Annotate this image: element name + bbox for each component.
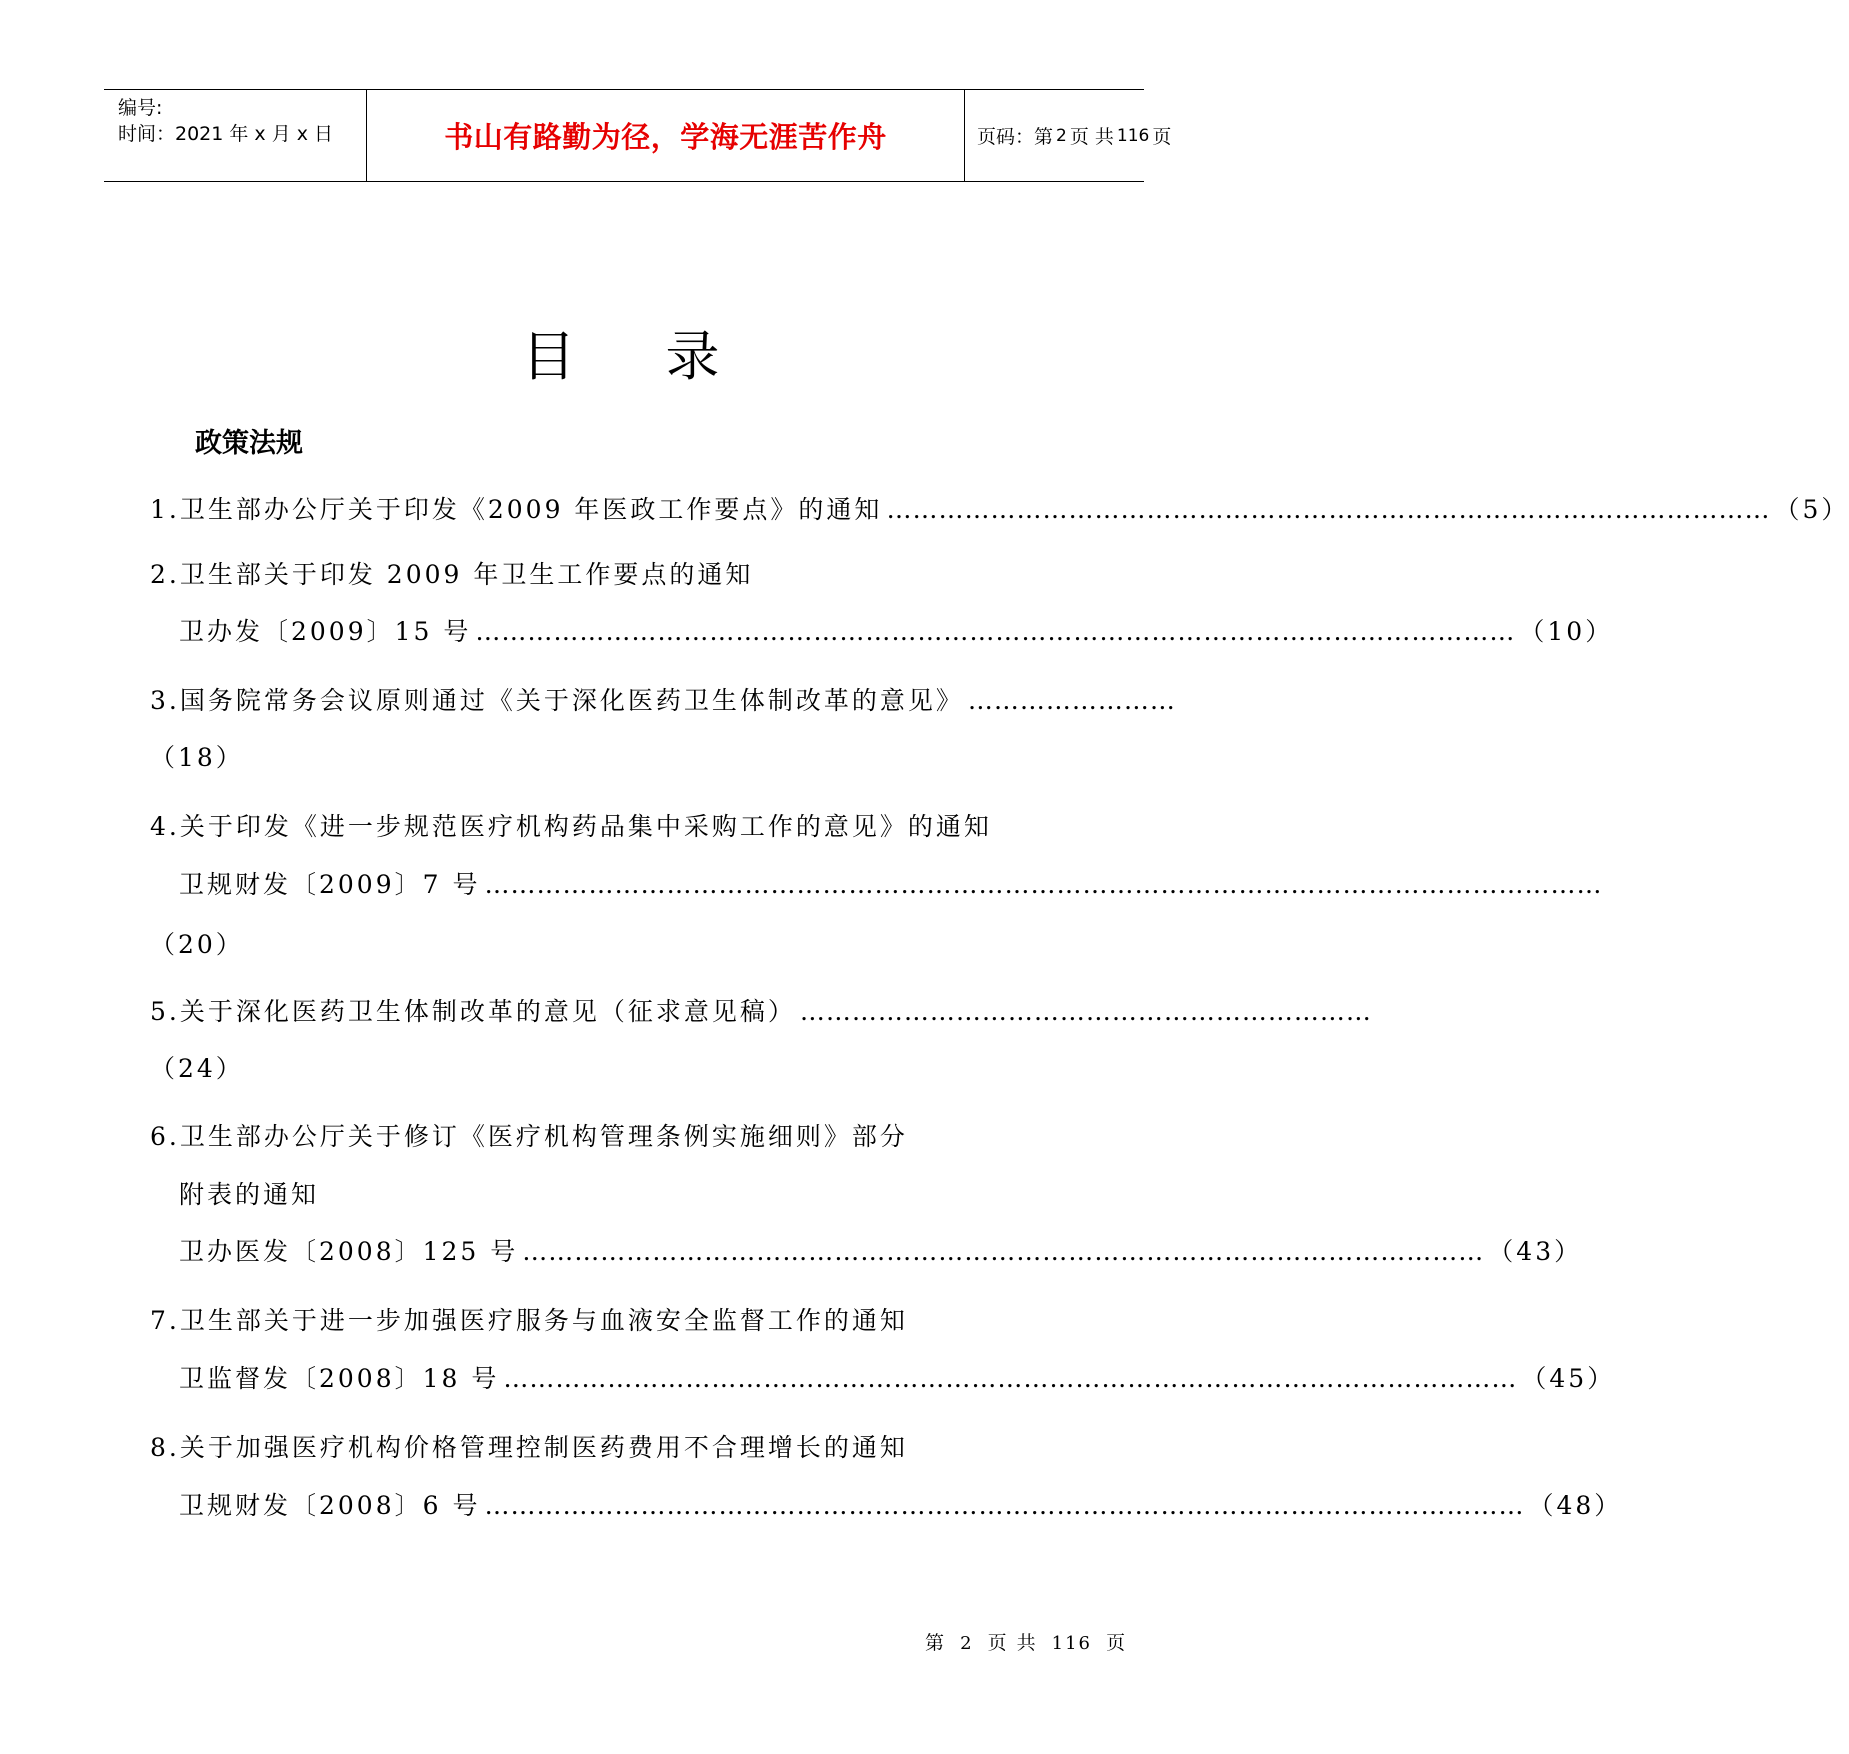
header-page-cell (965, 90, 1172, 181)
toc-entry-2-title[interactable] (150, 555, 1092, 595)
toc-page-number: （24） (150, 1054, 244, 1083)
toc-page-number: （18） (150, 743, 244, 772)
section-heading: 政策法规 (195, 428, 303, 459)
toc-entry-5-title[interactable] (150, 992, 1372, 1032)
toc-entry-6-ref[interactable] (179, 1232, 1583, 1272)
toc-entry-text: 4.关于印发《进一步规范医疗机构药品集中采购工作的意见》的通知 (150, 812, 992, 841)
page-title: 目录 (521, 325, 810, 388)
toc-page-number: （43） (1488, 1237, 1583, 1266)
toc-leader-dots: ………………………………………………………………………………………………………… (475, 617, 1516, 646)
document-number-label: 编号: (118, 97, 163, 119)
footer-page-middle: 页 共 (987, 1632, 1038, 1654)
header-page-total: 116 (1116, 125, 1150, 146)
toc-entry-4-ref[interactable] (179, 865, 1603, 905)
toc-entry-text: 1.卫生部办公厅关于印发《2009 年医政工作要点》的通知 (150, 495, 883, 524)
footer-page-current: 2 (960, 1633, 974, 1654)
toc-entry-text: 7.卫生部关于进一步加强医疗服务与血液安全监督工作的通知 (150, 1306, 908, 1335)
toc-entry-text: 6.卫生部办公厅关于修订《医疗机构管理条例实施细则》部分 (150, 1122, 908, 1151)
header-page-current: 2 (1056, 125, 1067, 146)
toc-entry-6-title[interactable] (150, 1117, 1092, 1157)
toc-entry-6-title-cont[interactable] (179, 1175, 1092, 1215)
toc-entry-text: 卫办医发〔2008〕125 号 (179, 1237, 519, 1266)
toc-leader-dots: ……………………………………………………………………………………………………… (503, 1364, 1518, 1393)
header-page-suffix: 页 (1152, 126, 1172, 148)
toc-entry-text: 附表的通知 (179, 1180, 320, 1209)
toc-entry-8-ref[interactable] (179, 1486, 1623, 1526)
toc-entry-3-page[interactable] (150, 738, 244, 778)
toc-entry-text: 5.关于深化医药卫生体制改革的意见（征求意见稿） (150, 997, 796, 1026)
toc-leader-dots: ………………………………………………………………………………………………………… (484, 1491, 1525, 1520)
document-time-label: 时间：2021 年 x 月 x 日 (118, 123, 334, 145)
header-page-prefix: 页码：第 (977, 126, 1054, 148)
toc-entry-text: 卫办发〔2009〕15 号 (179, 617, 472, 646)
toc-entry-text: 8.关于加强医疗机构价格管理控制医药费用不合理增长的通知 (150, 1433, 908, 1462)
toc-page-number: （45） (1521, 1364, 1616, 1393)
toc-entry-7-title[interactable] (150, 1301, 1092, 1341)
toc-leader-dots: ………………………………………………………………………………………………… (522, 1237, 1485, 1266)
footer-page-total: 116 (1051, 1633, 1093, 1654)
toc-entry-3-title[interactable] (150, 681, 1176, 721)
toc-entry-4-title[interactable] (150, 807, 1092, 847)
toc-entry-1[interactable] (150, 490, 1849, 530)
header-meta-cell (104, 90, 367, 181)
toc-leader-dots: ………………………………………………………………………………………… (886, 495, 1771, 524)
header-page-middle: 页 共 (1069, 126, 1114, 148)
toc-entry-text: 卫监督发〔2008〕18 号 (179, 1364, 500, 1393)
toc-leader-dots: …………………… (967, 686, 1176, 715)
toc-page-number: （48） (1528, 1491, 1623, 1520)
footer-page-prefix: 第 (925, 1632, 947, 1654)
motto-text: 书山有路勤为径，学海无涯苦作舟 (444, 120, 887, 154)
header-motto-cell (367, 90, 965, 181)
toc-entry-text: 2.卫生部关于印发 2009 年卫生工作要点的通知 (150, 560, 754, 589)
toc-entry-2-ref[interactable] (179, 612, 1614, 652)
toc-page-number: （20） (150, 930, 244, 959)
page-footer (925, 1628, 1127, 1655)
toc-entry-text: 卫规财发〔2008〕6 号 (179, 1491, 481, 1520)
toc-entry-text: 3.国务院常务会议原则通过《关于深化医药卫生体制改革的意见》 (150, 686, 964, 715)
toc-entry-4-page[interactable] (150, 925, 244, 965)
toc-page-number: （5） (1774, 495, 1849, 524)
document-header (104, 89, 1172, 182)
toc-leader-dots: ………………………………………………………………………………………………………………… (484, 870, 1603, 899)
toc-leader-dots: ………………………………………………………… (799, 997, 1372, 1026)
toc-entry-8-title[interactable] (150, 1428, 1092, 1468)
toc-entry-text: 卫规财发〔2009〕7 号 (179, 870, 481, 899)
toc-entry-5-page[interactable] (150, 1049, 244, 1089)
footer-page-suffix: 页 (1106, 1632, 1128, 1654)
toc-entry-7-ref[interactable] (179, 1359, 1616, 1399)
toc-page-number: （10） (1519, 617, 1614, 646)
